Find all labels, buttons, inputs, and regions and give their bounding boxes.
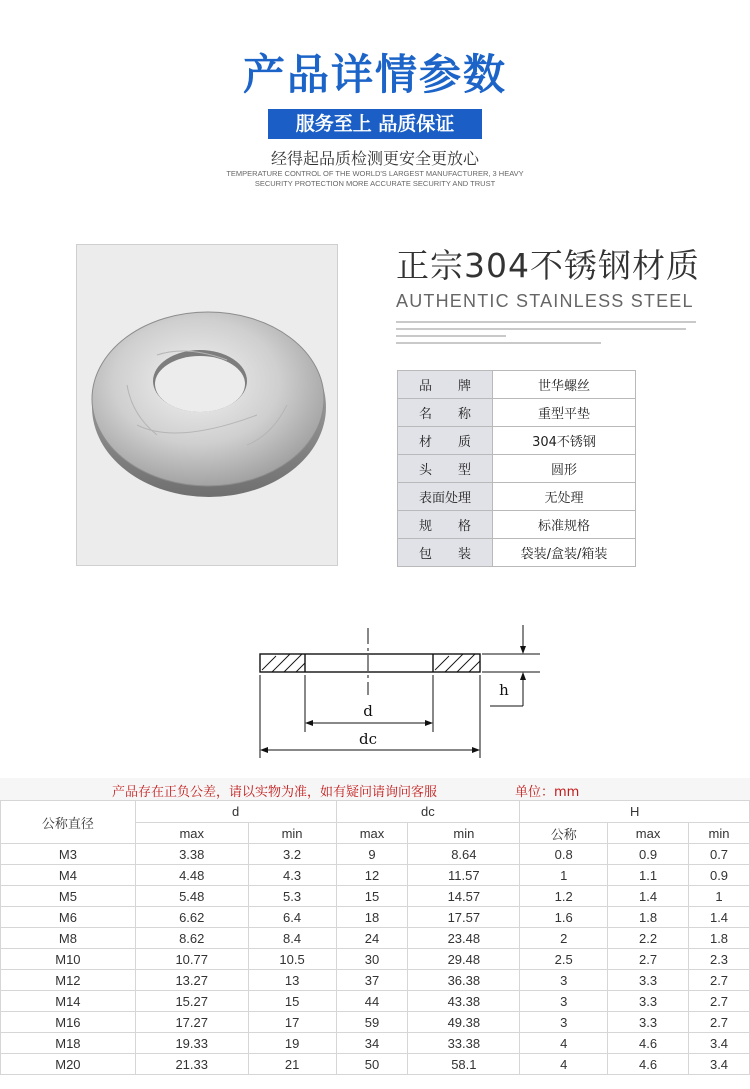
- value-cell: 2.7: [689, 970, 750, 991]
- tolerance-text: 产品存在正负公差，请以实物为准，如有疑问请询问客服: [112, 785, 438, 800]
- value-cell: 2.7: [689, 991, 750, 1012]
- value-cell: 1.4: [608, 886, 689, 907]
- spec-row: [398, 483, 636, 511]
- spec-key: 名 称: [398, 399, 493, 427]
- size-cell: M14: [1, 991, 136, 1012]
- value-cell: 49.38: [408, 1012, 520, 1033]
- size-cell: M3: [1, 844, 136, 865]
- table-row: [1, 886, 750, 907]
- col-nominal: 公称直径: [1, 801, 136, 844]
- value-cell: 13: [248, 970, 336, 991]
- value-cell: 36.38: [408, 970, 520, 991]
- value-cell: 2.3: [689, 949, 750, 970]
- table-row: [1, 991, 750, 1012]
- spec-row: [398, 539, 636, 567]
- value-cell: 0.7: [689, 844, 750, 865]
- table-row: [1, 907, 750, 928]
- value-cell: 23.48: [408, 928, 520, 949]
- spec-value: 标准规格: [493, 511, 636, 539]
- page-title: 产品详情参数: [242, 50, 507, 99]
- table-row: [1, 1054, 750, 1075]
- spec-value: 圆形: [493, 455, 636, 483]
- value-cell: 12: [336, 865, 408, 886]
- material-title-en: AUTHENTIC STAINLESS STEEL: [396, 291, 694, 311]
- subtitle-en-line-1: TEMPERATURE CONTROL OF THE WORLD'S LARGEST MANUFACTURER, 3 HEAVY: [226, 169, 524, 178]
- spec-key: 头 型: [398, 455, 493, 483]
- value-cell: 17.57: [408, 907, 520, 928]
- value-cell: 15: [248, 991, 336, 1012]
- size-cell: M12: [1, 970, 136, 991]
- value-cell: 1.8: [689, 928, 750, 949]
- spec-row: [398, 511, 636, 539]
- dimension-table: [0, 800, 750, 1075]
- value-cell: 0.9: [689, 865, 750, 886]
- value-cell: 21: [248, 1054, 336, 1075]
- value-cell: 2.7: [689, 1012, 750, 1033]
- spec-key: 品 牌: [398, 371, 493, 399]
- value-cell: 29.48: [408, 949, 520, 970]
- value-cell: 2: [520, 928, 608, 949]
- value-cell: 3.3: [608, 970, 689, 991]
- size-cell: M6: [1, 907, 136, 928]
- value-cell: 2.2: [608, 928, 689, 949]
- table-row: [1, 928, 750, 949]
- value-cell: 21.33: [135, 1054, 248, 1075]
- subtitle-en-line-2: SECURITY PROTECTION MORE ACCURATE SECURITY AND TRUST: [254, 179, 496, 188]
- value-cell: 2.7: [608, 949, 689, 970]
- value-cell: 4.48: [135, 865, 248, 886]
- value-cell: 1.1: [608, 865, 689, 886]
- value-cell: 3.3: [608, 1012, 689, 1033]
- group-dc: dc: [336, 801, 520, 823]
- value-cell: 11.57: [408, 865, 520, 886]
- spec-row: [398, 427, 636, 455]
- table-row: [1, 970, 750, 991]
- spec-table: [397, 370, 636, 567]
- value-cell: 3.4: [689, 1054, 750, 1075]
- value-cell: 4.6: [608, 1033, 689, 1054]
- value-cell: 44: [336, 991, 408, 1012]
- spec-key: 表面处理: [398, 483, 493, 511]
- spec-value: 重型平垫: [493, 399, 636, 427]
- value-cell: 3.2: [248, 844, 336, 865]
- value-cell: 1.4: [689, 907, 750, 928]
- value-cell: 4.3: [248, 865, 336, 886]
- subtitle: 经得起品质检测更安全更放心: [270, 149, 479, 168]
- value-cell: 4: [520, 1054, 608, 1075]
- tolerance-note: [0, 778, 750, 800]
- header: [0, 0, 750, 200]
- washer-illustration: [77, 245, 337, 565]
- size-cell: M16: [1, 1012, 136, 1033]
- spec-key: 材 质: [398, 427, 493, 455]
- value-cell: 3: [520, 991, 608, 1012]
- size-cell: M20: [1, 1054, 136, 1075]
- value-cell: 50: [336, 1054, 408, 1075]
- value-cell: 59: [336, 1012, 408, 1033]
- sub-header-cell: 公称: [520, 823, 608, 844]
- table-row: [1, 1033, 750, 1054]
- size-cell: M4: [1, 865, 136, 886]
- size-cell: M18: [1, 1033, 136, 1054]
- value-cell: 15.27: [135, 991, 248, 1012]
- sub-header-cell: min: [689, 823, 750, 844]
- size-cell: M5: [1, 886, 136, 907]
- material-title: 正宗304不锈钢材质: [396, 246, 700, 285]
- unit-text: 单位：mm: [515, 785, 580, 800]
- value-cell: 5.48: [135, 886, 248, 907]
- value-cell: 19: [248, 1033, 336, 1054]
- value-cell: 33.38: [408, 1033, 520, 1054]
- label-d: d: [363, 702, 373, 720]
- value-cell: 8.4: [248, 928, 336, 949]
- value-cell: 3.3: [608, 991, 689, 1012]
- size-cell: M10: [1, 949, 136, 970]
- value-cell: 1.8: [608, 907, 689, 928]
- spec-value: 袋装/盒装/箱装: [493, 539, 636, 567]
- table-row: [1, 865, 750, 886]
- value-cell: 4: [520, 1033, 608, 1054]
- value-cell: 6.62: [135, 907, 248, 928]
- table-row: [1, 949, 750, 970]
- value-cell: 37: [336, 970, 408, 991]
- value-cell: 3: [520, 1012, 608, 1033]
- value-cell: 1.6: [520, 907, 608, 928]
- value-cell: 1.2: [520, 886, 608, 907]
- service-badge: 服务至上 品质保证: [268, 109, 482, 139]
- value-cell: 1: [520, 865, 608, 886]
- spec-key: 规 格: [398, 511, 493, 539]
- value-cell: 58.1: [408, 1054, 520, 1075]
- washer-dimension-diagram: [250, 620, 550, 770]
- value-cell: 8.64: [408, 844, 520, 865]
- value-cell: 43.38: [408, 991, 520, 1012]
- sub-header-cell: max: [336, 823, 408, 844]
- value-cell: 13.27: [135, 970, 248, 991]
- table-group-header: [1, 801, 750, 823]
- value-cell: 34: [336, 1033, 408, 1054]
- value-cell: 17.27: [135, 1012, 248, 1033]
- value-cell: 0.9: [608, 844, 689, 865]
- value-cell: 15: [336, 886, 408, 907]
- sub-header-cell: min: [248, 823, 336, 844]
- value-cell: 1: [689, 886, 750, 907]
- value-cell: 6.4: [248, 907, 336, 928]
- sub-header-cell: max: [135, 823, 248, 844]
- spec-row: [398, 455, 636, 483]
- value-cell: 3: [520, 970, 608, 991]
- table-row: [1, 1012, 750, 1033]
- value-cell: 3.4: [689, 1033, 750, 1054]
- spec-row: [398, 399, 636, 427]
- value-cell: 10.77: [135, 949, 248, 970]
- label-dc: dc: [358, 730, 378, 748]
- sub-header-cell: max: [608, 823, 689, 844]
- table-row: [1, 844, 750, 865]
- value-cell: 30: [336, 949, 408, 970]
- value-cell: 4.6: [608, 1054, 689, 1075]
- value-cell: 18: [336, 907, 408, 928]
- spec-row: [398, 371, 636, 399]
- value-cell: 19.33: [135, 1033, 248, 1054]
- value-cell: 17: [248, 1012, 336, 1033]
- value-cell: 2.5: [520, 949, 608, 970]
- group-d: d: [135, 801, 336, 823]
- value-cell: 0.8: [520, 844, 608, 865]
- label-h: h: [499, 681, 509, 699]
- spec-value: 304不锈钢: [493, 427, 636, 455]
- value-cell: 8.62: [135, 928, 248, 949]
- group-h: H: [520, 801, 750, 823]
- fine-print-lines: [396, 321, 706, 351]
- product-photo: [76, 244, 338, 566]
- value-cell: 14.57: [408, 886, 520, 907]
- sub-header-cell: min: [408, 823, 520, 844]
- size-cell: M8: [1, 928, 136, 949]
- value-cell: 9: [336, 844, 408, 865]
- subtitle-en: [0, 169, 750, 189]
- value-cell: 10.5: [248, 949, 336, 970]
- spec-value: 无处理: [493, 483, 636, 511]
- spec-key: 包 装: [398, 539, 493, 567]
- value-cell: 5.3: [248, 886, 336, 907]
- value-cell: 3.38: [135, 844, 248, 865]
- spec-value: 世华螺丝: [493, 371, 636, 399]
- value-cell: 24: [336, 928, 408, 949]
